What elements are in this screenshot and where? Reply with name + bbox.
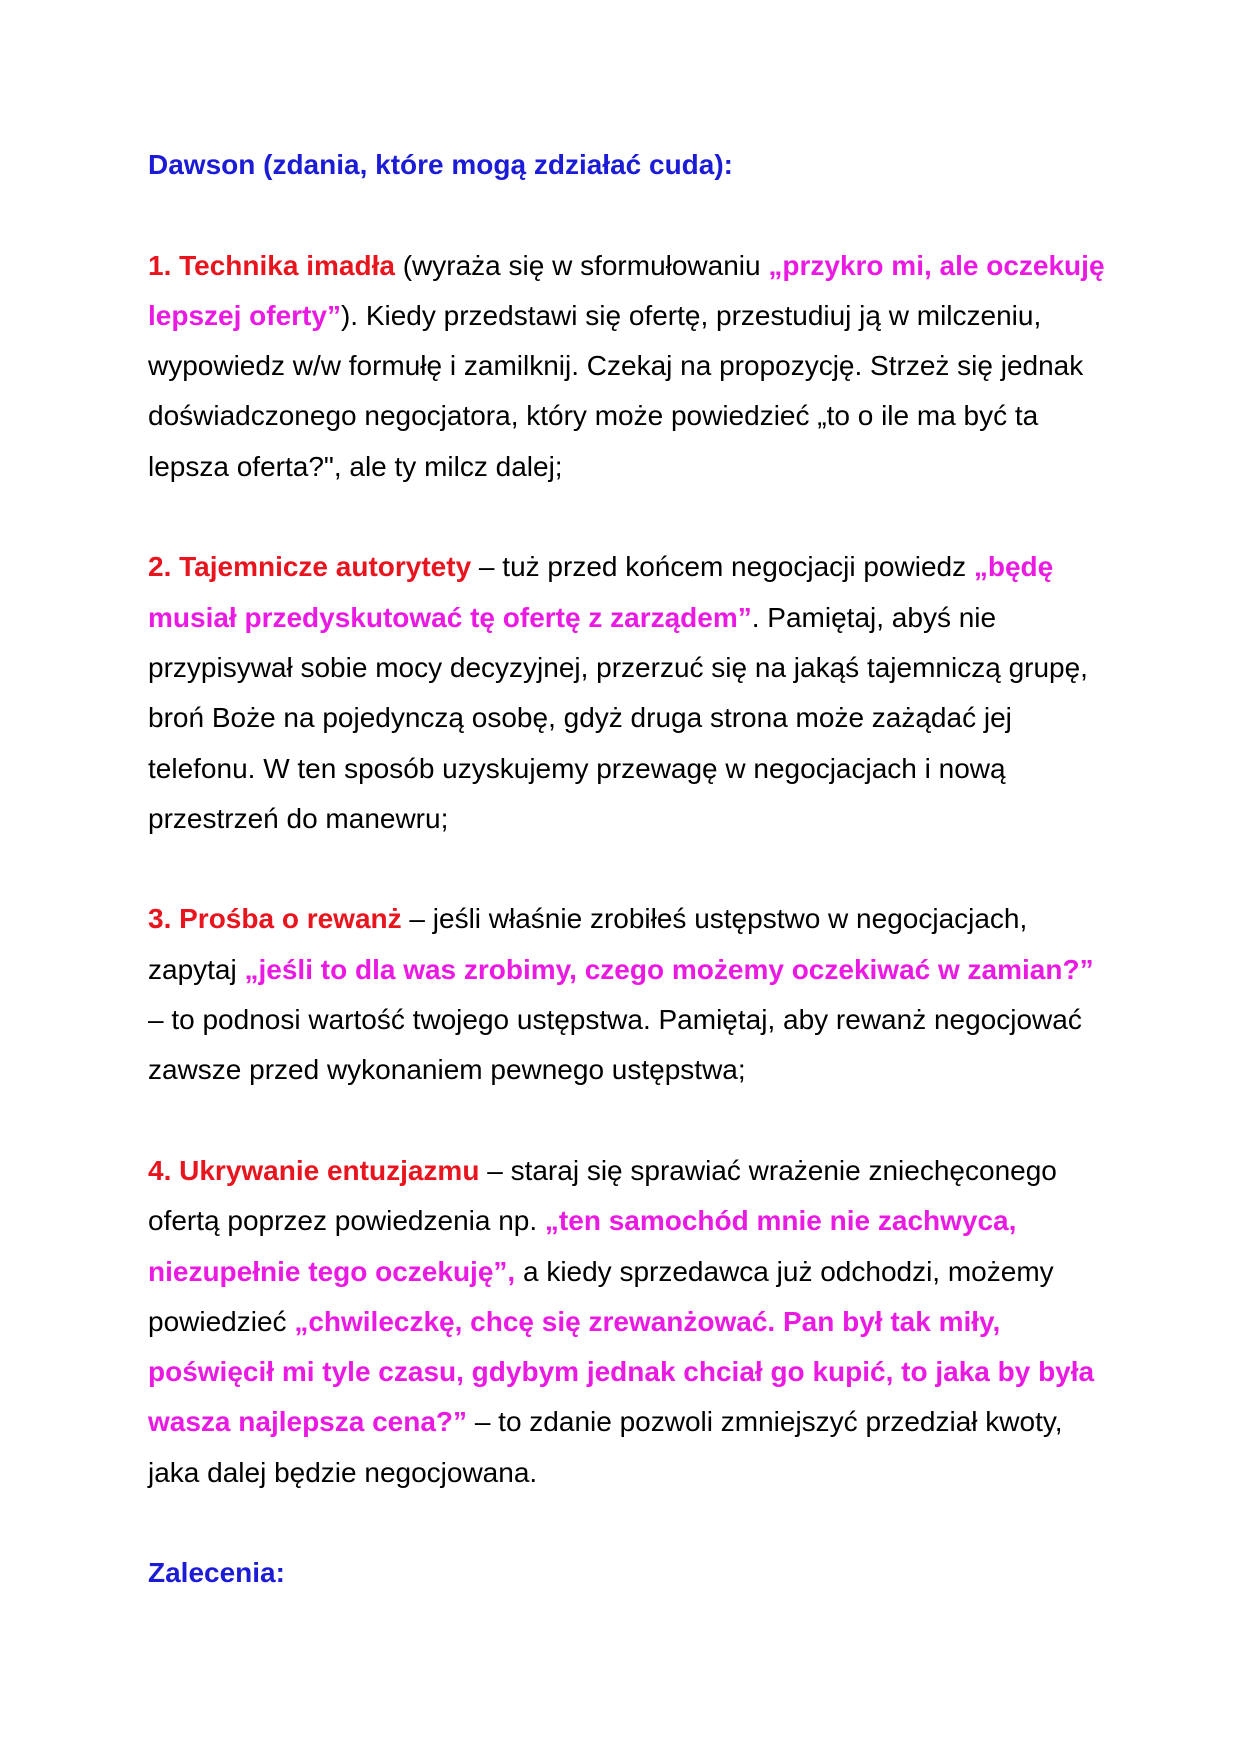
item-quote: „chwileczkę, chcę się zrewanżować. Pan był tak miły, poświęcił mi tyle czasu, gdybym jednak chciał go kupić, to jaka by była wasza najlepsza cena?” — [148, 1305, 1095, 1438]
paragraph-item-1 — [148, 241, 1108, 492]
item-text: ). Kiedy przedstawi się ofertę, przestudiuj ją w milczeniu, wypowiedz w/w formułę i zamilknij. Czekaj na propozycję. Strzeż się jednak doświadczonego negocjatora, który może powiedzieć „to o ile ma być ta lepsza oferta?", ale ty milcz dalej; — [148, 299, 1084, 482]
spacer — [148, 190, 1108, 240]
recommendations-heading: Zalecenia: — [148, 1557, 285, 1589]
item-term: 1. Technika imadła — [148, 249, 395, 281]
item-text: (wyraża się w sformułowaniu — [394, 249, 769, 281]
item-text: – to zdanie pozwoli zmniejszyć przedział kwoty, jaka dalej będzie negocjowana. — [148, 1406, 1063, 1488]
item-text: – jeśli właśnie zrobiłeś ustępstwo w negocjacjach, zapytaj — [148, 903, 1028, 985]
item-term: 3. Prośba o rewanż — [148, 903, 402, 935]
document-heading: Dawson (zdania, które mogą zdziałać cuda): — [148, 149, 734, 180]
item-term: 4. Ukrywanie entuzjazmu — [148, 1154, 480, 1186]
spacer — [148, 844, 1108, 894]
item-text: – to podnosi wartość twojego ustępstwa. Pamiętaj, aby rewanż negocjować zawsze przed wykonaniem pewnego ustępstwa; — [148, 1004, 1082, 1086]
paragraph-item-4 — [148, 1146, 1108, 1498]
document-body — [148, 140, 1108, 1599]
paragraph-item-3 — [148, 894, 1108, 1095]
item-text: . Pamiętaj, abyś nie przypisywał sobie mocy decyzyjnej, przerzuć się na jakąś tajemniczą grupę, broń Boże na pojedynczą osobę, gdyż druga strona może zażądać jej telefonu. W ten sposób uzyskujemy przewagę w negocjacjach i nową przestrzeń do manewru; — [148, 601, 1088, 834]
item-text: – staraj się sprawiać wrażenie zniechęconego ofertą poprzez powiedzenia np. — [148, 1154, 1057, 1237]
item-quote: „będę musiał przedyskutować tę ofertę z zarządem” — [148, 551, 1054, 633]
item-text: – tuż przed końcem negocjacji powiedz — [471, 551, 974, 583]
spacer — [148, 1096, 1108, 1146]
item-text: a kiedy sprzedawca już odchodzi, możemy powiedzieć — [148, 1255, 1054, 1337]
paragraph-item-2 — [148, 542, 1108, 844]
item-quote: „jeśli to dla was zrobimy, czego możemy oczekiwać w zamian?” — [244, 953, 1094, 985]
item-quote: „przykro mi, ale oczekuję lepszej oferty” — [148, 249, 1105, 331]
item-quote: „ten samochód mnie nie zachwyca, niezupełnie tego oczekuję”, — [148, 1205, 1017, 1287]
spacer — [148, 492, 1108, 542]
item-term: 2. Tajemnicze autorytety — [148, 551, 472, 583]
spacer — [148, 1498, 1108, 1548]
